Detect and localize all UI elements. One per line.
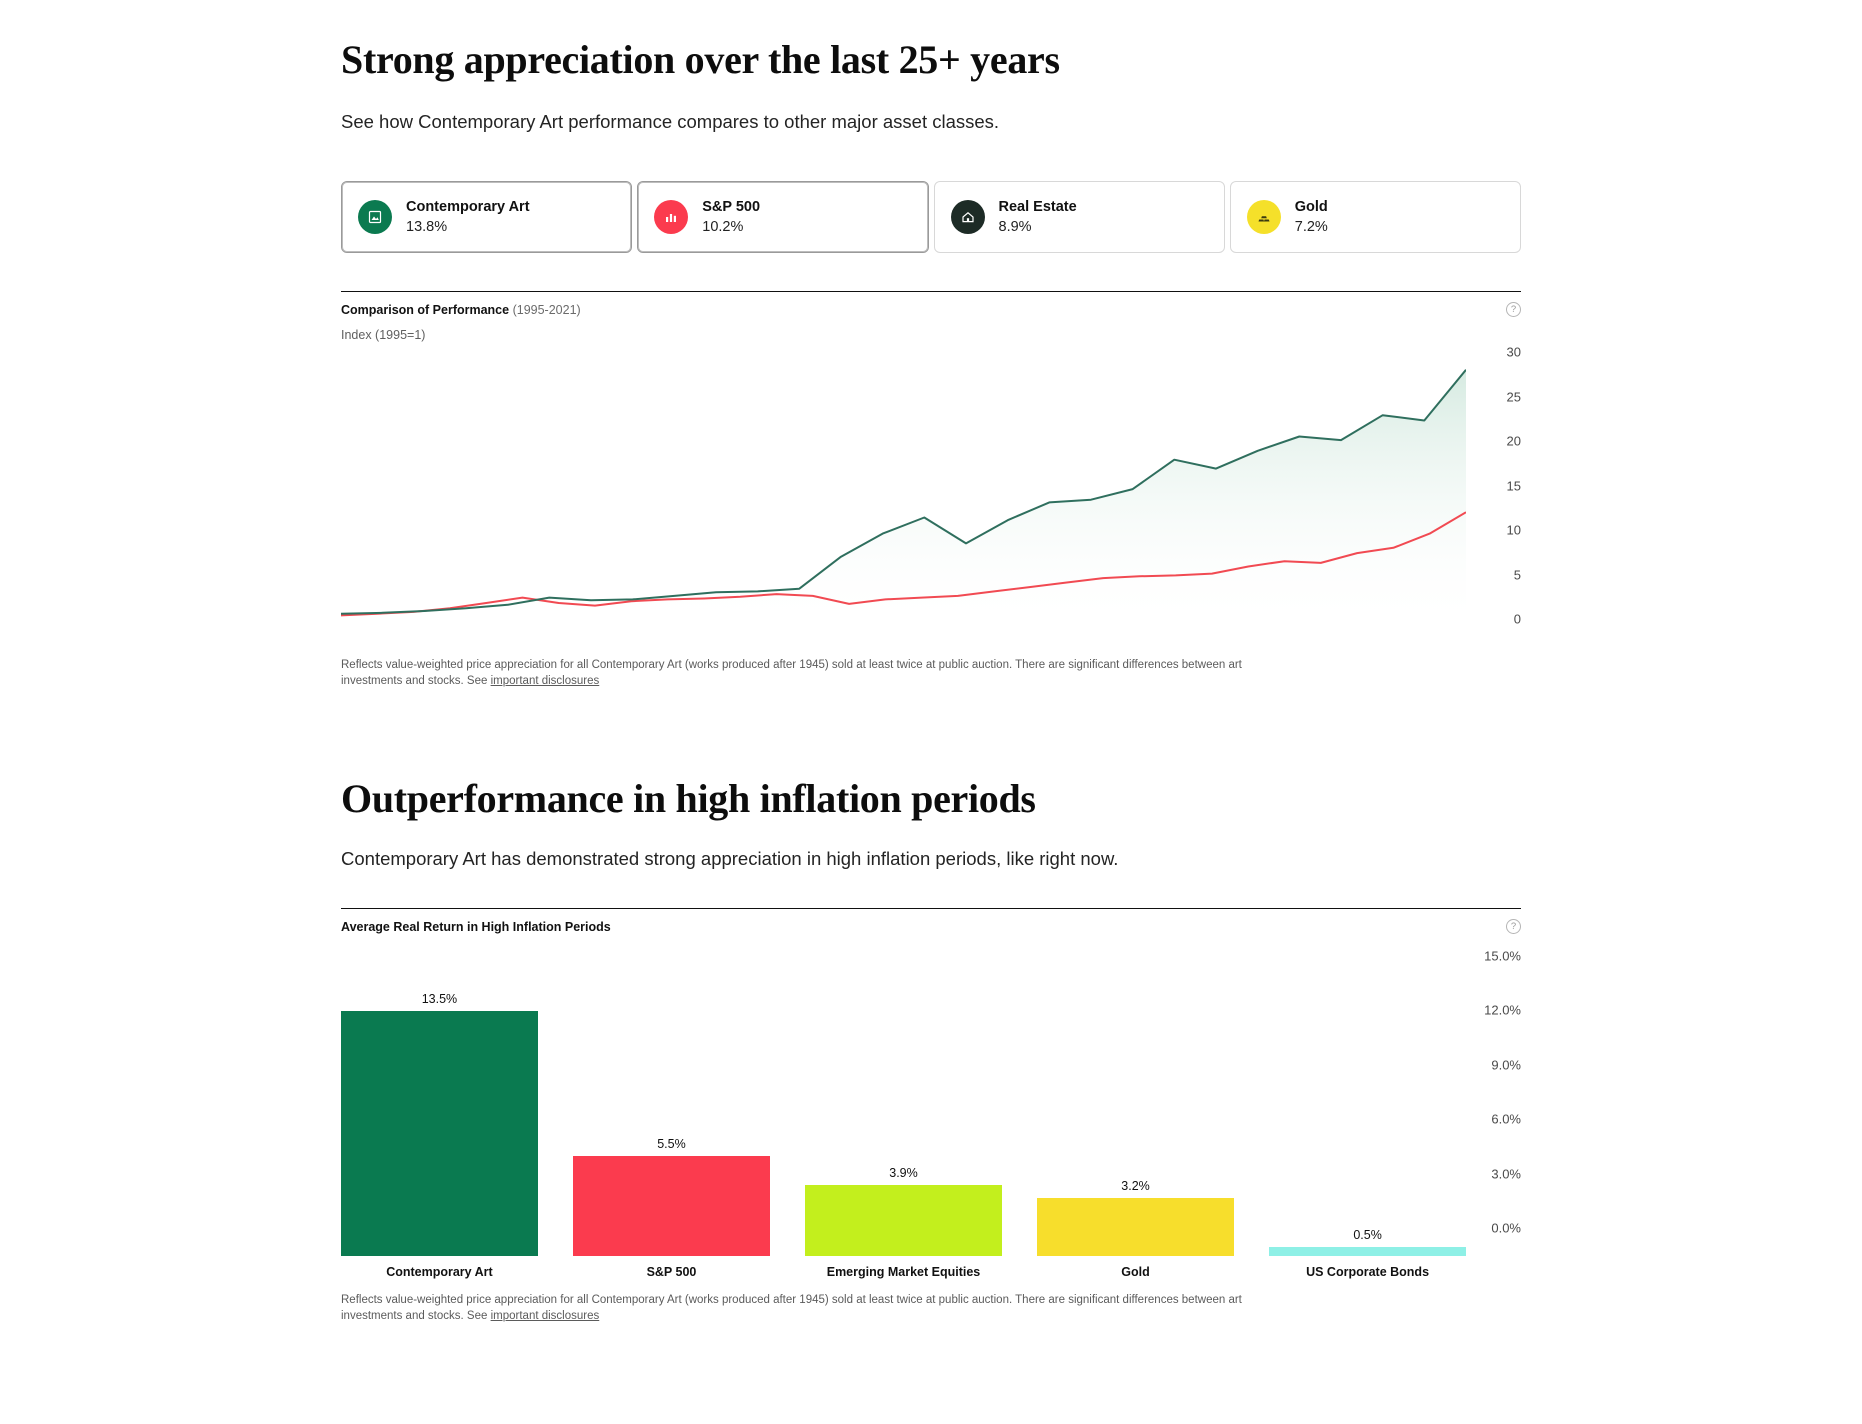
bar-value-label: 3.2% xyxy=(1121,1179,1150,1194)
bar-rect xyxy=(805,1185,1002,1256)
y-tick-label: 6.0% xyxy=(1491,1111,1521,1127)
important-disclosures-link[interactable]: important disclosures xyxy=(490,674,600,687)
panel-title xyxy=(341,303,581,317)
bar-column[interactable] xyxy=(1037,956,1234,1256)
panel-title-range: (1995-2021) xyxy=(512,302,581,317)
bar-rect xyxy=(573,1156,770,1256)
panel-header xyxy=(341,292,1521,317)
footnote-text: Reflects value-weighted price appreciation for all Contemporary Art (works produced after 1945) sold at least twice at public auction. There are significant differences between art investments and stocks. See xyxy=(341,1294,1242,1322)
asset-value: 7.2% xyxy=(1294,219,1328,235)
y-tick-label: 3.0% xyxy=(1491,1166,1521,1182)
panel-title-text: Comparison of Performance xyxy=(341,302,510,317)
important-disclosures-link[interactable]: important disclosures xyxy=(490,1309,600,1322)
bar-category-label: Gold xyxy=(1121,1265,1150,1280)
asset-card-text xyxy=(999,197,1077,237)
page-title: Strong appreciation over the last 25+ years xyxy=(341,37,1060,82)
footnote-inflation xyxy=(341,1293,1301,1324)
section-appreciation xyxy=(341,0,1521,689)
question-mark-icon[interactable]: ? xyxy=(1506,302,1521,317)
y-tick-label: 0.0% xyxy=(1491,1220,1521,1236)
asset-value: 10.2% xyxy=(702,219,744,235)
asset-name: Real Estate xyxy=(998,199,1077,215)
y-tick-label: 10 xyxy=(1506,522,1521,538)
asset-card-sp500[interactable] xyxy=(637,181,928,253)
bar-category-label: Emerging Market Equities xyxy=(826,1265,981,1280)
y-tick-label: 9.0% xyxy=(1491,1057,1521,1073)
asset-card-contemporary-art[interactable] xyxy=(341,181,632,253)
asset-card-text xyxy=(406,197,530,237)
bar-column[interactable] xyxy=(805,956,1002,1256)
bar-value-label: 0.5% xyxy=(1353,1227,1382,1242)
bar-chart xyxy=(341,948,1521,1256)
gold-bar-icon xyxy=(1247,200,1281,234)
footnote-performance xyxy=(341,658,1301,689)
y-tick-label: 0 xyxy=(1513,611,1521,627)
asset-value: 8.9% xyxy=(998,219,1032,235)
content-wrap xyxy=(341,0,1521,1324)
bar-category-label: S&P 500 xyxy=(646,1265,697,1280)
y-tick-label: 15.0% xyxy=(1484,948,1521,964)
y-tick-label: 12.0% xyxy=(1484,1002,1521,1018)
bar-value-label: 3.9% xyxy=(889,1166,918,1181)
chart-icon xyxy=(654,200,688,234)
asset-value: 13.8% xyxy=(406,219,448,235)
bar-chart-category-labels xyxy=(341,1265,1466,1279)
axis-note: Index (1995=1) xyxy=(341,328,426,342)
y-tick-label: 20 xyxy=(1506,433,1521,449)
panel-title: Average Real Return in High Inflation Periods xyxy=(341,919,611,934)
bar-column[interactable] xyxy=(341,956,538,1256)
line-chart-y-axis xyxy=(1481,344,1521,644)
bar-category-label: US Corporate Bonds xyxy=(1306,1265,1430,1280)
asset-card-text xyxy=(1295,197,1328,237)
y-tick-label: 30 xyxy=(1506,344,1521,360)
section-inflation xyxy=(341,689,1521,1324)
bar-column[interactable] xyxy=(573,956,770,1256)
y-tick-label: 25 xyxy=(1506,389,1521,404)
line-chart-svg xyxy=(341,344,1466,634)
inflation-panel xyxy=(341,908,1521,1324)
asset-card-gold[interactable] xyxy=(1230,181,1521,253)
asset-name: S&P 500 xyxy=(702,199,761,215)
panel-header xyxy=(341,909,1521,934)
bar-rect xyxy=(1269,1247,1466,1256)
bar-rect xyxy=(1037,1198,1234,1256)
asset-name: Contemporary Art xyxy=(406,199,530,215)
page-subtitle: See how Contemporary Art performance compares to other major asset classes. xyxy=(341,111,1000,132)
asset-card-text xyxy=(702,197,760,237)
house-icon xyxy=(951,200,985,234)
question-mark-icon[interactable]: ? xyxy=(1506,919,1521,934)
section2-subtitle: Contemporary Art has demonstrated strong appreciation in high inflation periods, like right now. xyxy=(341,848,1119,870)
section2-title: Outperformance in high inflation periods xyxy=(341,776,1036,822)
footnote-text: Reflects value-weighted price appreciation for all Contemporary Art (works produced after 1945) sold at least twice at public auction. There are significant differences between art investments and stocks. See xyxy=(341,659,1242,687)
performance-panel xyxy=(341,291,1521,689)
bar-category-label: Contemporary Art xyxy=(386,1265,493,1280)
asset-card-list xyxy=(341,181,1521,253)
line-chart xyxy=(341,344,1521,644)
artwork-icon xyxy=(358,200,392,234)
bar-value-label: 5.5% xyxy=(657,1137,686,1152)
y-tick-label: 5 xyxy=(1513,567,1521,582)
bar-rect xyxy=(341,1011,538,1256)
asset-name: Gold xyxy=(1294,199,1328,215)
bar-value-label: 13.5% xyxy=(421,992,458,1007)
asset-card-real-estate[interactable] xyxy=(934,181,1225,253)
y-tick-label: 15 xyxy=(1506,478,1521,493)
bar-chart-columns xyxy=(341,956,1466,1256)
bar-column[interactable] xyxy=(1269,956,1466,1256)
